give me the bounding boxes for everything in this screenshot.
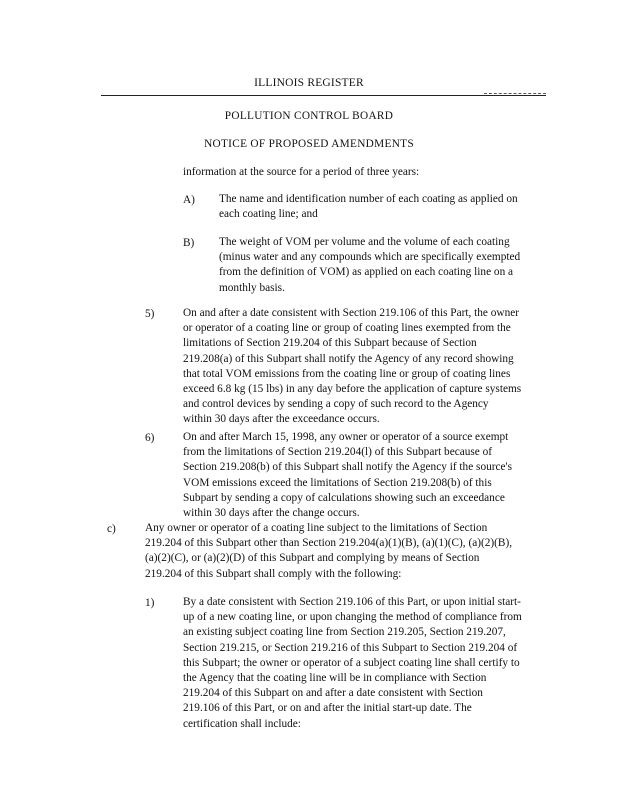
item-b-line: (minus water and any compounds which are specifically exempted xyxy=(219,251,521,264)
item-a-text xyxy=(219,192,518,222)
item-5-line: and control devices by sending a copy of such record to the Agency xyxy=(183,398,489,411)
item-6-line: from the limitations of Section 219.204(l) of this Subpart because of xyxy=(183,446,493,459)
item-c-marker: c) xyxy=(107,523,116,535)
item-6-marker: 6) xyxy=(145,432,155,444)
item-6-line: Section 219.208(b) of this Subpart shall notify the Agency if the source's xyxy=(183,461,512,474)
item-5-line: On and after a date consistent with Section 219.106 of this Part, the owner xyxy=(183,307,520,319)
item-a-marker: A) xyxy=(183,194,195,206)
item-6-line: VOM emissions exceed the limitations of Section 219.208(b) of this xyxy=(183,476,492,489)
item-1-line: Section 219.215, or Section 219.216 of this Subpart to Section 219.204 of xyxy=(183,641,518,654)
item-5-line: exceed 6.8 kg (15 lbs) in any day before the application of capture systems xyxy=(183,383,522,396)
item-6-line: On and after March 15, 1998, any owner or operator of a source exempt xyxy=(183,431,509,443)
item-6-line: within 30 days after the change occurs. xyxy=(183,507,360,520)
item-b-line: monthly basis. xyxy=(219,281,285,294)
item-5-line: within 30 days after the exceedance occurs. xyxy=(183,413,380,426)
item-1-line: the Agency that the coating line will be in compliance with Section xyxy=(183,672,487,685)
register-title: ILLINOIS REGISTER xyxy=(254,77,364,89)
item-b-line: The weight of VOM per volume and the volume of each coating xyxy=(219,236,510,248)
item-1-line: 219.106 of this Part, or on and after the initial start-up date. The xyxy=(183,702,472,715)
item-c-line: Any owner or operator of a coating line subject to the limitations of Section xyxy=(145,522,488,534)
item-a-line: The name and identification number of each coating as applied on xyxy=(219,193,518,205)
board-name: POLLUTION CONTROL BOARD xyxy=(224,110,394,122)
item-b-marker: B) xyxy=(183,237,195,249)
item-5-line: that total VOM emissions from the coating line or group of coating lines xyxy=(183,367,511,380)
item-1-line: this Subpart; the owner or operator of a subject coating line shall certify to xyxy=(183,656,520,669)
intro-line: information at the source for a period of three years: xyxy=(183,166,420,178)
item-5-text xyxy=(183,306,521,428)
item-c-line: 219.204 of this Subpart shall comply with the following: xyxy=(145,567,402,580)
item-1-line: By a date consistent with Section 219.106 of this Part, or upon initial start- xyxy=(183,596,521,608)
item-1-line: certification shall include: xyxy=(183,717,301,730)
item-5-line: 219.208(a) of this Subpart shall notify the Agency of any record showing xyxy=(183,352,514,365)
item-c-line: 219.204 of this Subpart other than Section 219.204(a)(1)(B), (a)(1)(C), (a)(2)(B), xyxy=(145,537,513,550)
item-5-marker: 5) xyxy=(145,308,155,320)
item-a-line: each coating line; and xyxy=(219,208,318,221)
item-6-line: Subpart by sending a copy of calculations showing such an exceedance xyxy=(183,491,505,504)
item-1-line: an existing subject coating line from Section 219.205, Section 219.207, xyxy=(183,626,506,639)
item-b-line: from the definition of VOM) as applied on each coating line on a xyxy=(219,266,514,279)
item-1-text xyxy=(183,595,522,732)
item-b-text xyxy=(219,235,520,296)
item-1-line: up of a new coating line, or upon changing the method of compliance from xyxy=(183,611,522,624)
item-6-text xyxy=(183,430,512,521)
item-1-line: 219.204 of this Subpart on and after a date consistent with Section xyxy=(183,687,483,700)
item-1-marker: 1) xyxy=(145,597,155,609)
item-5-line: limitations of Section 219.204 of this Subpart because of Section xyxy=(183,337,477,350)
item-5-line: or operator of a coating line or group of coating lines exempted from the xyxy=(183,322,511,335)
notice-title: NOTICE OF PROPOSED AMENDMENTS xyxy=(204,138,414,150)
item-c-text xyxy=(145,521,512,582)
item-c-line: (a)(2)(C), or (a)(2)(D) of this Subpart and complying by means of Section xyxy=(145,552,480,565)
header-issue-line xyxy=(484,93,546,94)
header-rule xyxy=(101,95,546,96)
